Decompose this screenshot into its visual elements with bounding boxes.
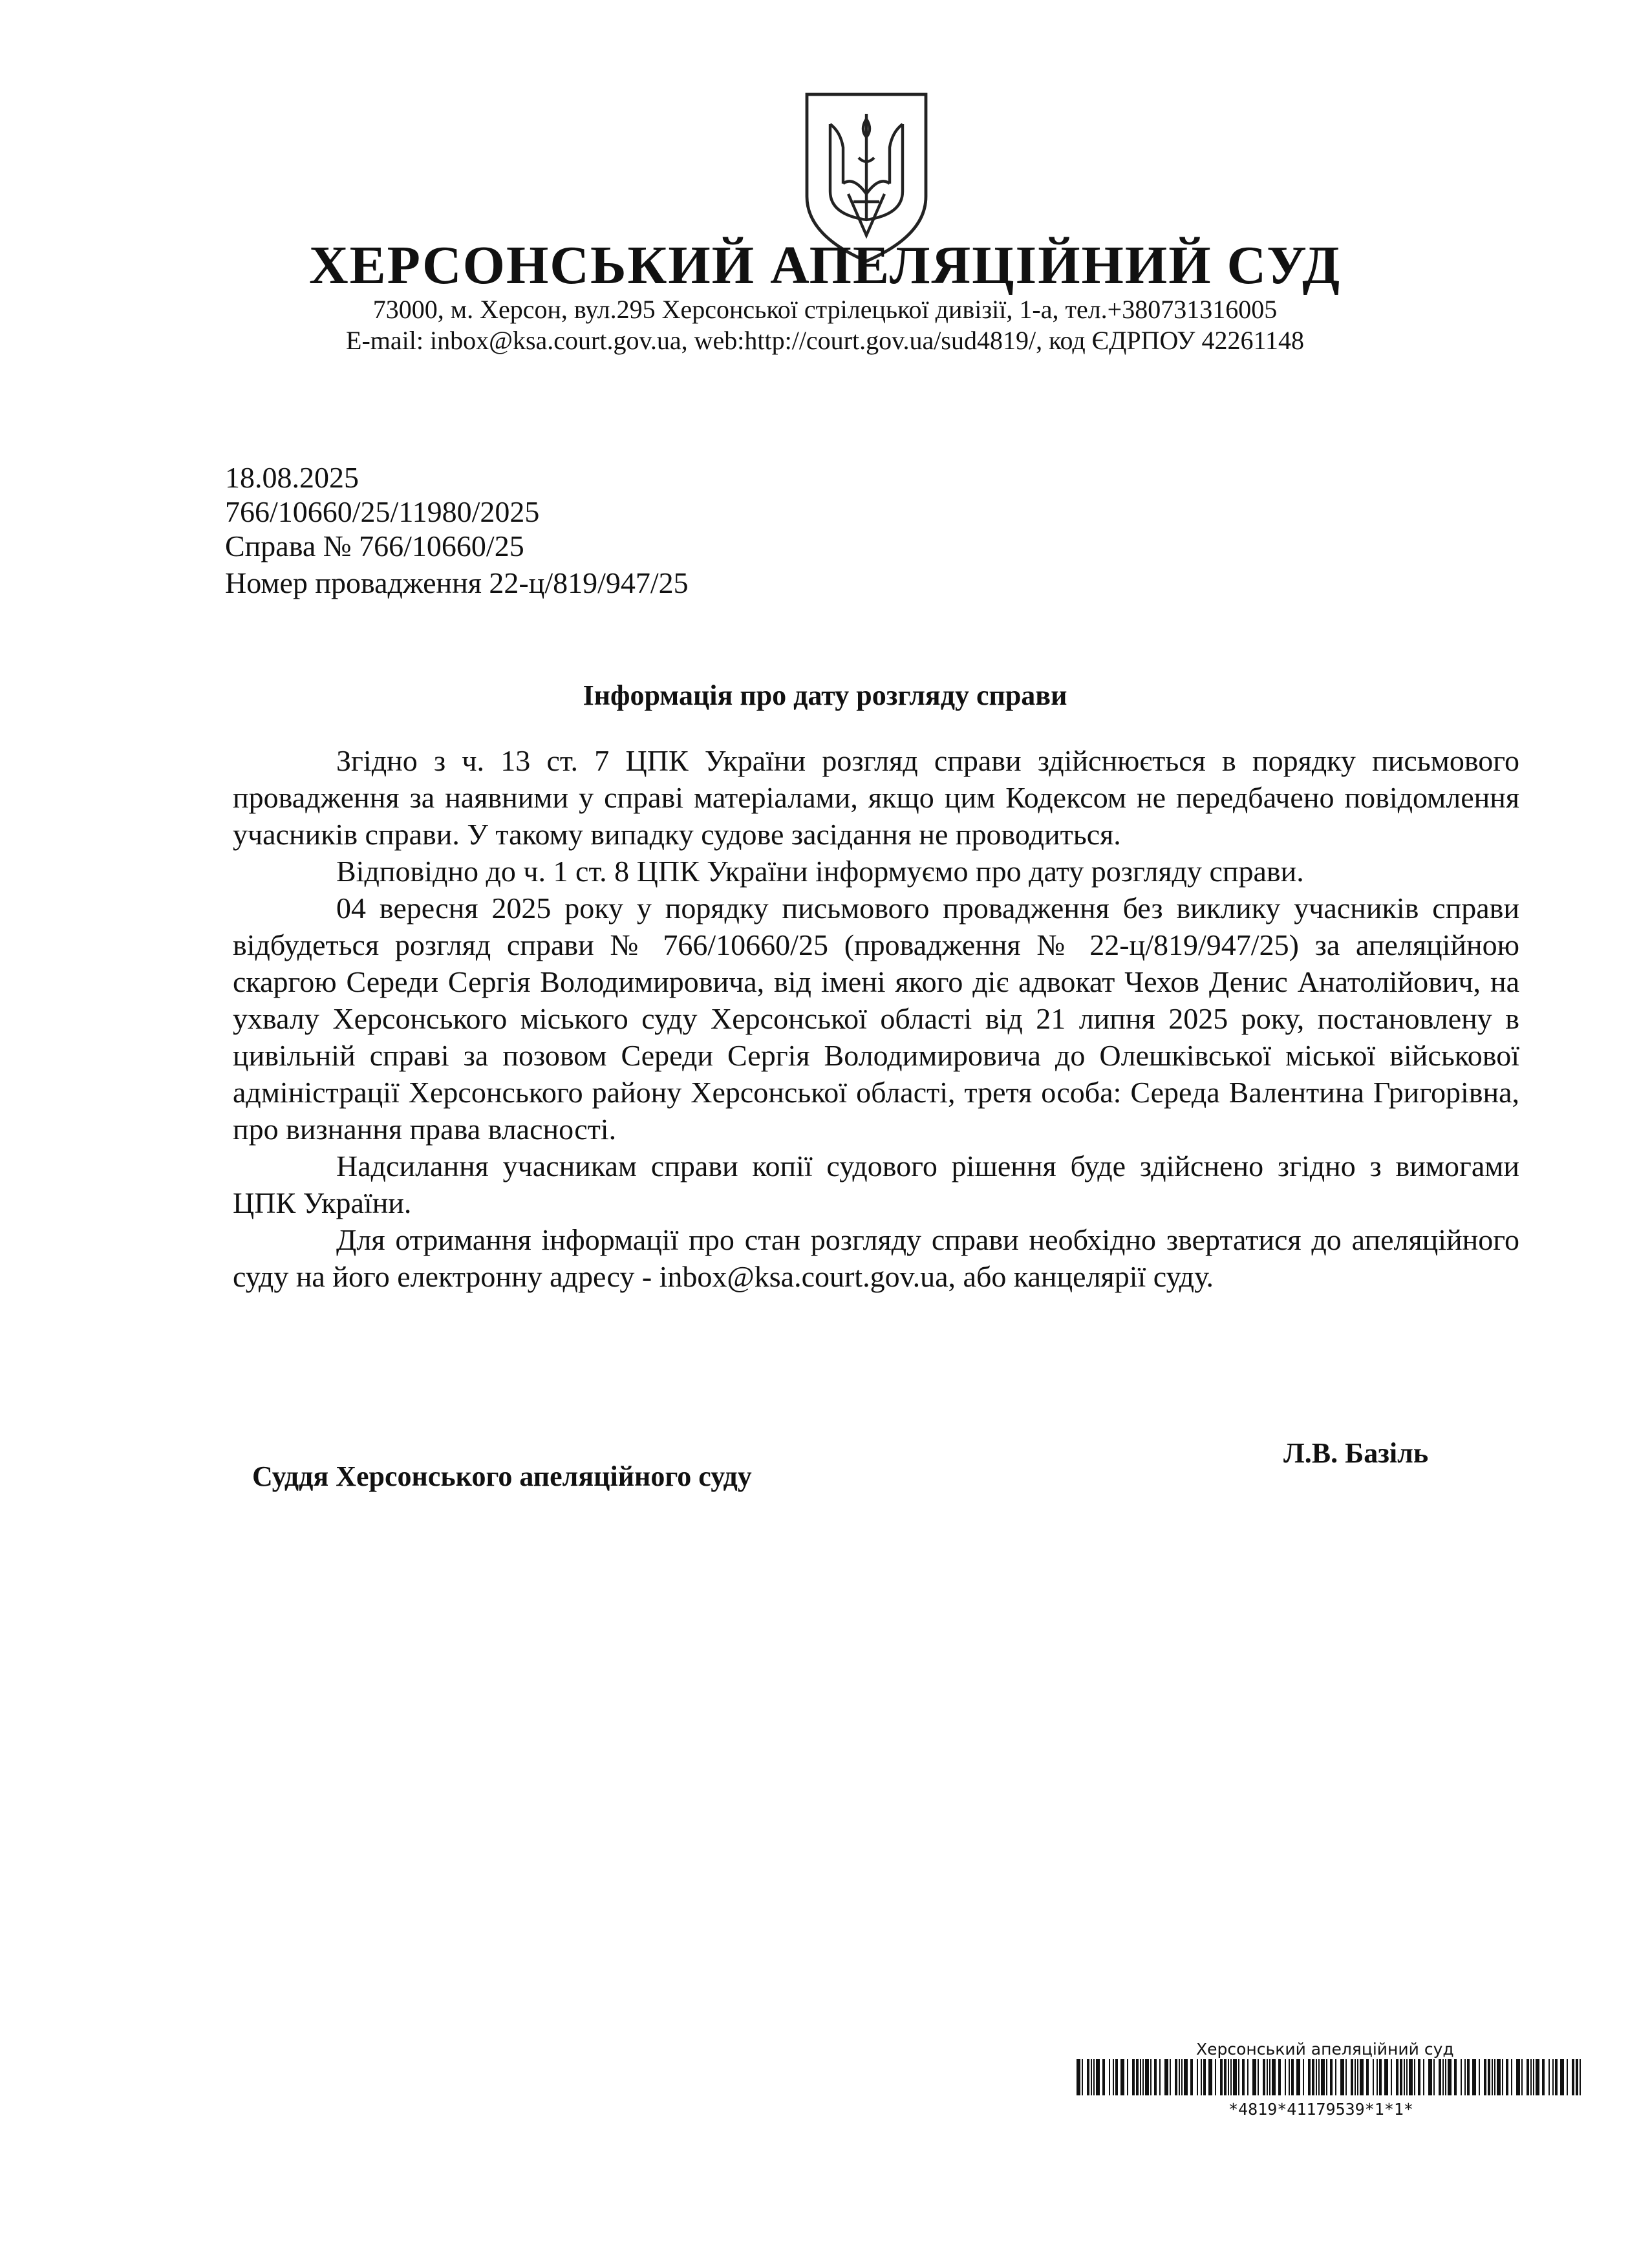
document-body	[233, 742, 1519, 1295]
body-paragraph: Для отримання інформації про стан розгляду справи необхідно звертатися до апеляційного суду на його електронну адресу - inbox@ksa.court.gov.ua, або канцелярії суду.	[233, 1223, 1519, 1293]
court-contacts: E-mail: inbox@ksa.court.gov.ua, web:http://court.gov.ua/sud4819/, код ЄДРПОУ 42261148	[346, 326, 1304, 355]
barcode-code: *4819*41179539*1*1*	[1228, 2100, 1413, 2119]
court-name: ХЕРСОНСЬКИЙ АПЕЛЯЦІЙНИЙ СУД	[308, 235, 1342, 295]
document-date: 18.08.2025	[225, 461, 359, 494]
court-address: 73000, м. Херсон, вул.295 Херсонської стрілецької дивізії, 1-а, тел.+380731316005	[372, 295, 1278, 324]
body-paragraph: Згідно з ч. 13 ст. 7 ЦПК України розгляд справи здійснюється в порядку письмового провадження за наявними у справі матеріалами, якщо цим Кодексом не передбачено повідомлення учасників справи. У такому випадку судове засідання не проводиться.	[233, 744, 1519, 851]
document-heading: Інформація про дату розгляду справи	[583, 679, 1067, 711]
outgoing-number: 766/10660/25/11980/2025	[225, 495, 540, 528]
stamp-label: Херсонський апеляційний суд	[1196, 2040, 1454, 2059]
proceeding-number: Номер провадження 22-ц/819/947/25	[225, 566, 689, 599]
body-paragraph: 04 вересня 2025 року у порядку письмового провадження без виклику учасників справи відбудеться розгляд справи № 766/10660/25 (провадження № 22-ц/819/947/25) за апеляційною скаргою Середи Сергія Володимировича, від імені якого діє адвокат Чехов Денис Анатолійович, на ухвалу Херсонського міського суду Херсонської області від 21 липня 2025 року, постановлену в цивільній справі за позовом Середи Сергія Володимировича до Олешківської міської військової адміністрації Херсонського району Херсонської області, третя особа: Середа Валентина Григорівна, про визнання права власності.	[233, 892, 1519, 1146]
body-paragraph: Надсилання учасникам справи копії судового рішення буде здійснено згідно з вимогами ЦПК України.	[233, 1150, 1519, 1219]
barcode-icon	[1077, 2059, 1581, 2095]
case-number: Справа № 766/10660/25	[225, 530, 524, 562]
body-paragraph: Відповідно до ч. 1 ст. 8 ЦПК України інформуємо про дату розгляду справи.	[336, 855, 1304, 888]
signer-title: Суддя Херсонського апеляційного суду	[252, 1460, 752, 1492]
signer-name: Л.В. Базіль	[1283, 1437, 1429, 1469]
